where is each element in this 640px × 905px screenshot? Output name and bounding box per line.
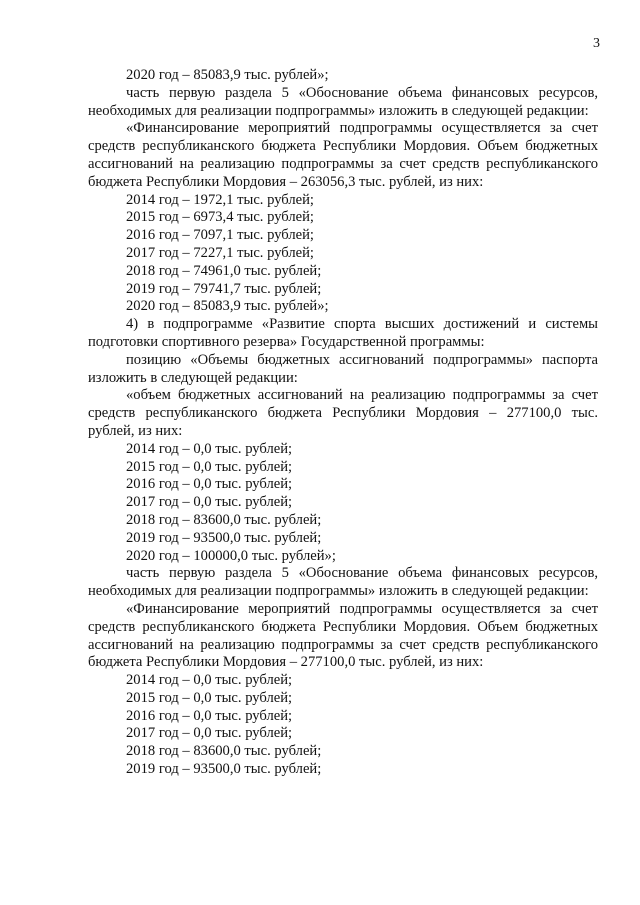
year-allocation-line: 2015 год – 6973,4 тыс. рублей; [126, 209, 314, 226]
year-allocation-line: 2014 год – 1972,1 тыс. рублей; [126, 191, 314, 208]
instruction-paragraph: часть первую раздела 5 «Обоснование объема финансовых ресурсов, необходимых для реализации подпрограммы» изложить в следующей редакции: [88, 565, 598, 600]
year-allocation-line: 2016 год – 7097,1 тыс. рублей; [126, 227, 314, 244]
document-body [88, 67, 598, 779]
year-allocation-line: 2017 год – 0,0 тыс. рублей; [126, 725, 293, 742]
year-allocation-line: 2018 год – 74961,0 тыс. рублей; [126, 262, 322, 279]
year-allocation-line: 2017 год – 7227,1 тыс. рублей; [126, 244, 314, 261]
year-allocation-line: 2018 год – 83600,0 тыс. рублей; [126, 743, 322, 760]
year-allocation-line: 2014 год – 0,0 тыс. рублей; [126, 440, 293, 457]
year-allocation-line: 2018 год – 83600,0 тыс. рублей; [126, 511, 322, 528]
year-allocation-line: 2017 год – 0,0 тыс. рублей; [126, 494, 293, 511]
financing-paragraph: «Финансирование мероприятий подпрограммы осуществляется за счет средств республиканского бюджета Республики Мордовия. Объем бюджетных ассигнований на реализацию подпрограммы за счет средств республиканского бюджета Республики Мордовия – 277100,0 тыс. рублей, из них: [88, 600, 598, 671]
year-allocation-line: 2015 год – 0,0 тыс. рублей; [126, 458, 293, 475]
year-allocation-line: 2016 год – 0,0 тыс. рублей; [126, 707, 293, 724]
year-allocation-line: 2019 год – 93500,0 тыс. рублей; [126, 529, 322, 546]
financing-paragraph: «Финансирование мероприятий подпрограммы осуществляется за счет средств республиканского бюджета Республики Мордовия. Объем бюджетных ассигнований на реализацию подпрограммы за счет средств республиканского бюджета Республики Мордовия – 263056,3 тыс. рублей, из них: [88, 120, 598, 190]
year-allocation-line: 2019 год – 79741,7 тыс. рублей; [126, 280, 322, 297]
page-number: 3 [593, 36, 600, 51]
year-allocation-line: 2020 год – 85083,9 тыс. рублей»; [126, 298, 329, 315]
instruction-paragraph: часть первую раздела 5 «Обоснование объема финансовых ресурсов, необходимых для реализации подпрограммы» изложить в следующей редакции: [88, 84, 598, 119]
year-allocation-line: 2020 год – 85083,9 тыс. рублей»; [126, 67, 329, 83]
year-allocation-line: 2015 год – 0,0 тыс. рублей; [126, 689, 293, 706]
subprogram-paragraph: 4) в подпрограмме «Развитие спорта высших достижений и системы подготовки спортивного резерва» Государственной программы: [88, 316, 598, 350]
year-allocation-line: 2020 год – 100000,0 тыс. рублей»; [126, 547, 336, 564]
allocation-paragraph: «объем бюджетных ассигнований на реализацию подпрограммы за счет средств республиканского бюджета Республики Мордовия – 277100,0 тыс. рублей, из них: [88, 387, 598, 439]
instruction-paragraph: позицию «Объемы бюджетных ассигнований подпрограммы» паспорта изложить в следующей редакции: [88, 351, 598, 386]
year-allocation-line: 2019 год – 93500,0 тыс. рублей; [126, 761, 322, 778]
year-allocation-line: 2016 год – 0,0 тыс. рублей; [126, 476, 293, 493]
year-allocation-line: 2014 год – 0,0 тыс. рублей; [126, 672, 293, 689]
